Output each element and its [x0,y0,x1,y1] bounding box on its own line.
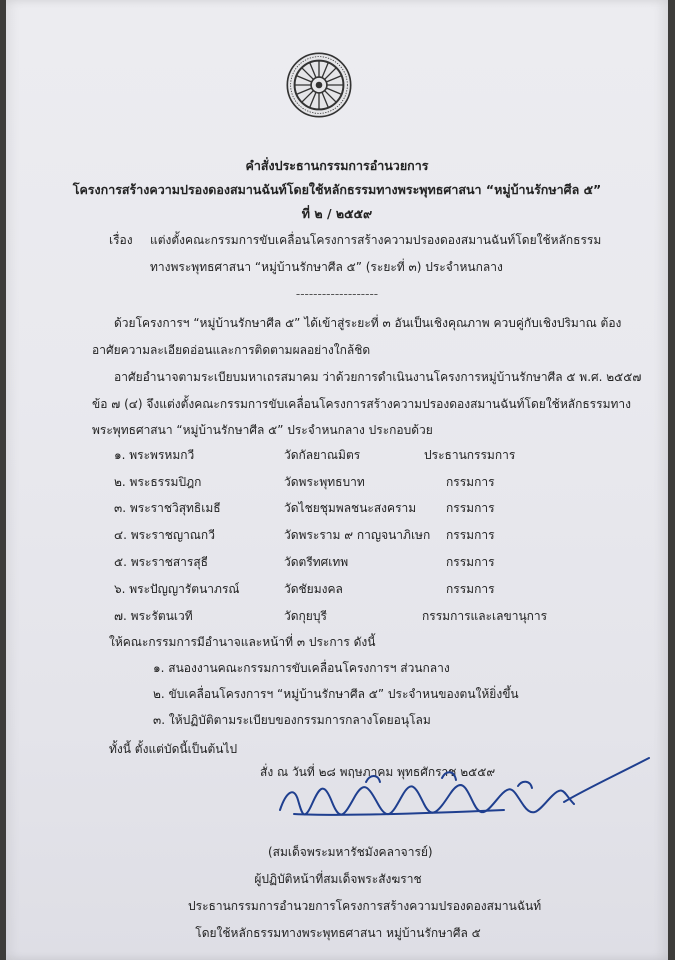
subject-line-2: ทางพระพุทธศาสนา “หมู่บ้านรักษาศีล ๕” (ระยะที่ ๓) ประจำหนกลาง [150,260,503,274]
member-role: กรรมการ [446,555,495,569]
member-role: กรรมการ [446,528,495,542]
dharma-wheel-seal-icon [286,52,352,118]
member-temple: วัดชัยมงคล [284,582,343,596]
member-name: ๔. พระราชญาณกวี [114,528,215,542]
closing-text: ทั้งนี้ ตั้งแต่บัดนี้เป็นต้นไป [109,742,238,756]
duties-intro: ให้คณะกรรมการมีอำนาจและหน้าที่ ๓ ประการ ดังนี้ [109,635,376,649]
project-title: โครงการสร้างความปรองดองสมานฉันท์โดยใช้หลักธรรมทางพระพุทธศาสนา “หมู่บ้านรักษาศีล ๕” [72,182,602,197]
paragraph-1-line-2: อาศัยความละเอียดอ่อนและการติดตามผลอย่างใกล้ชิด [92,343,371,357]
paragraph-2-line-2: ข้อ ๗ (๔) จึงแต่งตั้งคณะกรรมการขับเคลื่อนโครงการสร้างความปรองดองสมานฉันท์โดยใช้หลักธรรมทาง [92,397,631,411]
member-name: ๖. พระปัญญารัตนาภรณ์ [114,582,240,596]
member-temple: วัดไชยชุมพลชนะสงคราม [284,501,417,515]
member-temple: วัดพระราม ๙ กาญจนาภิเษก [284,528,431,542]
member-role: กรรมการ [446,582,495,596]
member-name: ๒. พระธรรมปิฎก [114,475,202,489]
duty-item: ๓. ให้ปฏิบัติตามระเบียบของกรรมการกลางโดยอนุโลม [153,713,431,727]
member-temple: วัดกัลยาณมิตร [284,448,361,462]
handwritten-signature-icon [274,752,654,832]
paragraph-1-line-1: ด้วยโครงการฯ “หมู่บ้านรักษาศีล ๕” ได้เข้าสู่ระยะที่ ๓ อันเป็นเชิงคุณภาพ ควบคู่กับเชิงปริมาณ ต้อง [114,316,622,330]
member-name: ๑. พระพรหมกวี [114,448,195,462]
paragraph-2-line-3: พระพุทธศาสนา “หมู่บ้านรักษาศีล ๕” ประจำหนกลาง ประกอบด้วย [92,423,433,437]
member-role: กรรมการ [446,501,495,515]
member-role: ประธานกรรมการ [424,448,516,462]
member-role: กรรมการและเลขานุการ [422,609,548,623]
member-temple: วัดตรีทศเทพ [284,555,349,569]
order-date: สั่ง ณ วันที่ ๒๘ พฤษภาคม พุทธศักราช ๒๕๕๙ [260,765,496,779]
member-role: กรรมการ [446,475,495,489]
divider-line: ------------------- [295,287,379,301]
signatory-name: (สมเด็จพระมหารัชมังคลาจารย์) [268,845,433,859]
member-name: ๓. พระราชวิสุทธิเมธี [114,501,221,515]
member-temple: วัดกุยบุรี [284,609,327,623]
member-temple: วัดพระพุทธบาท [284,475,365,489]
signatory-position-line-2: โดยใช้หลักธรรมทางพระพุทธศาสนา หมู่บ้านรักษาศีล ๕ [195,926,481,940]
order-heading: คำสั่งประธานกรรมการอำนวยการ [245,158,429,173]
member-name: ๗. พระรัตนเวที [114,609,193,623]
subject-label: เรื่อง [109,233,133,247]
duty-item: ๒. ขับเคลื่อนโครงการฯ “หมู่บ้านรักษาศีล ๕” ประจำหนของตนให้ยิ่งขึ้น [153,687,519,701]
document-page [6,0,668,960]
paragraph-2-line-1: อาศัยอำนาจตามระเบียบมหาเถรสมาคม ว่าด้วยการดำเนินงานโครงการหมู่บ้านรักษาศีล ๕ พ.ศ. ๒๕๕๗ [114,370,642,384]
duty-item: ๑. สนองงานคณะกรรมการขับเคลื่อนโครงการฯ ส่วนกลาง [153,661,450,675]
order-number: ที่ ๒ / ๒๕๕๙ [301,206,373,221]
signatory-position-line-1: ประธานกรรมการอำนวยการโครงการสร้างความปรองดองสมานฉันท์ [188,899,542,913]
member-name: ๕. พระราชสารสุธี [114,555,208,569]
signatory-title: ผู้ปฏิบัติหน้าที่สมเด็จพระสังฆราช [254,872,422,886]
subject-line-1: แต่งตั้งคณะกรรมการขับเคลื่อนโครงการสร้างความปรองดองสมานฉันท์โดยใช้หลักธรรม [150,233,602,247]
